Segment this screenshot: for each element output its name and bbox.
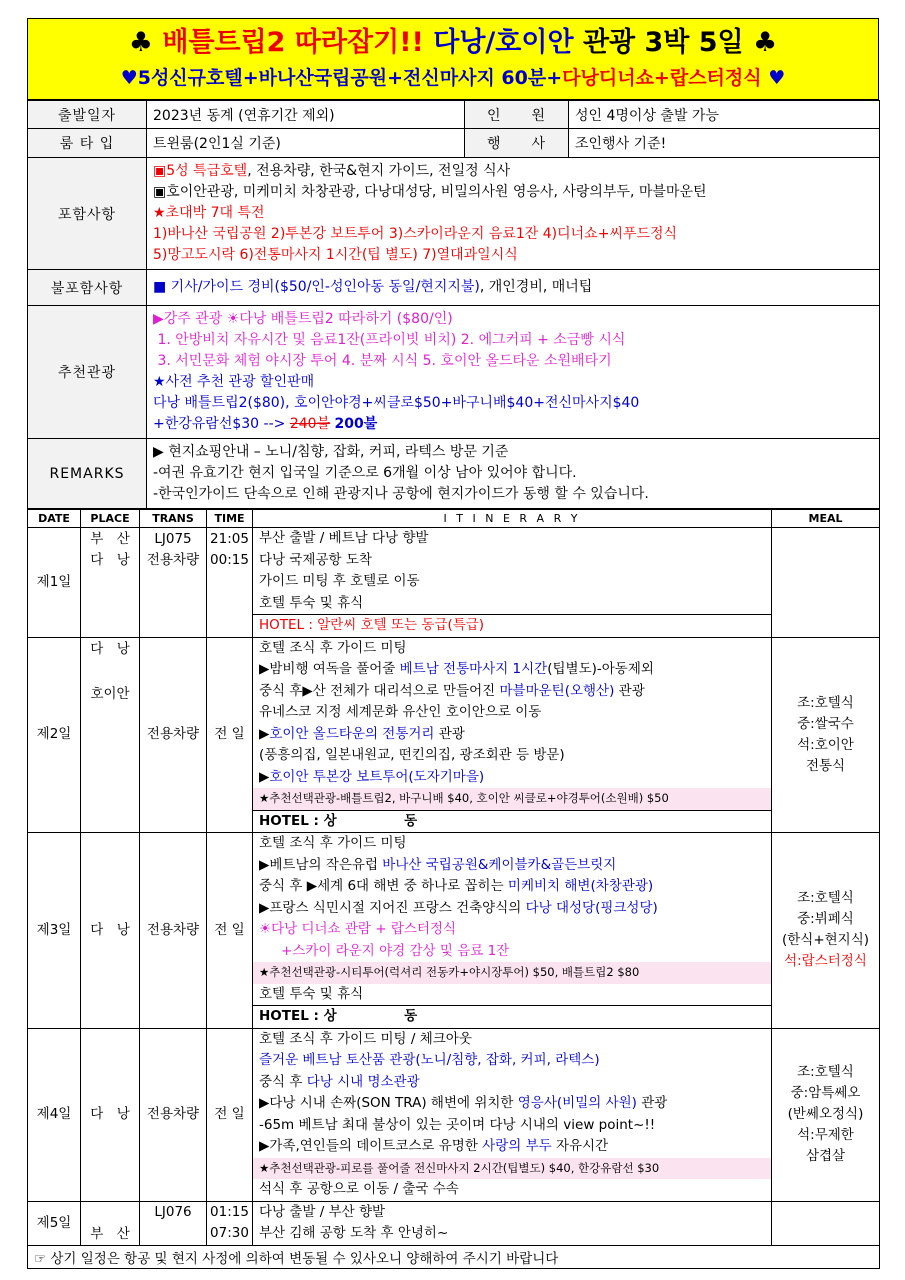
recommend-line: 다낭 배틀트립2($80), 호이안야경+씨클로$50+바구니배$40+전신마사지$40 bbox=[153, 395, 640, 411]
day3-time: 전 일 bbox=[207, 833, 253, 1029]
meal-line: 중:쌀국수 bbox=[797, 715, 854, 732]
heart-icon: ♥ bbox=[768, 67, 786, 89]
title-blue: 다낭/호이안 bbox=[433, 27, 574, 58]
itinerary-highlight: 다낭 대성당(핑크성당) bbox=[525, 899, 658, 916]
meal-line: 석:랍스터정식 bbox=[784, 953, 867, 970]
day4-time: 전 일 bbox=[207, 1028, 253, 1201]
exclude-cell bbox=[147, 270, 880, 306]
time-value: 07:30 bbox=[210, 1225, 249, 1241]
itinerary-text: 중식 후▶산 전체가 대리석으로 만들어진 bbox=[259, 682, 500, 699]
day1-date: 제1일 bbox=[28, 528, 81, 638]
depart-label: 출발일자 bbox=[28, 101, 147, 129]
time-value: 21:05 bbox=[210, 531, 249, 547]
day3-place: 다 낭 bbox=[81, 833, 140, 1029]
day5-date: 제5일 bbox=[28, 1201, 81, 1245]
col-itinerary: I T I N E R A R Y bbox=[253, 510, 772, 528]
col-place: PLACE bbox=[81, 510, 140, 528]
recommend-label: 추천관광 bbox=[28, 306, 147, 439]
itinerary-text: 자유시간 bbox=[551, 1138, 609, 1154]
itinerary-text: ▶다낭 시내 손짜(SON TRA) 해변에 위치한 bbox=[259, 1095, 518, 1111]
itinerary-line: 호텔 투숙 및 휴식 bbox=[259, 594, 364, 611]
day2-place bbox=[81, 637, 140, 833]
time-value: 01:15 bbox=[210, 1204, 249, 1220]
itinerary-line: 유네스코 지정 세계문화 유산인 호이안으로 이동 bbox=[259, 704, 542, 720]
itinerary-line: 호텔 조식 후 가이드 미팅 bbox=[259, 639, 407, 656]
footer-note: ☞ 상기 일정은 항공 및 현지 사정에 의하여 변동될 수 있사오니 양해하여 주시기 바랍니다 bbox=[28, 1245, 880, 1268]
col-trans: TRANS bbox=[140, 510, 207, 528]
meal-line: 전통식 bbox=[805, 757, 846, 774]
recommend-line: 3. 서민문화 체험 야시장 투어 4. 분짜 시식 5. 호이안 올드타운 소원배타기 bbox=[153, 353, 612, 369]
remarks-line: ▶ 현지쇼핑안내 – 노니/침향, 잡화, 커피, 라텍스 방문 기준 bbox=[153, 444, 509, 460]
meal-line: 조:호텔식 bbox=[797, 890, 854, 907]
itinerary-text: (팁별도)-아동제외 bbox=[547, 661, 654, 677]
include-line: , 전용차량, 한국&현지 가이드, 전일정 식사 bbox=[247, 163, 511, 179]
itinerary-text: 관광 bbox=[636, 1095, 668, 1111]
day1-itinerary bbox=[253, 528, 772, 638]
room-value: 트윈룸(2인1실 기준) bbox=[147, 129, 465, 158]
itinerary-table bbox=[27, 509, 880, 1269]
day4-itinerary bbox=[253, 1028, 772, 1201]
itinerary-line: 가이드 미팅 후 호텔로 이동 bbox=[259, 573, 420, 589]
itinerary-highlight: 베트남 전통마사지 1시간 bbox=[399, 661, 548, 677]
day5-meal bbox=[772, 1201, 880, 1245]
include-line: 1)바나산 국립공원 2)투본강 보트투어 3)스카이라운지 음료1잔 4)디너쇼+씨푸드정식 bbox=[153, 226, 678, 242]
itinerary-text: ▶ bbox=[259, 768, 270, 785]
include-line: ▣5성 특급호텔 bbox=[153, 163, 248, 179]
itinerary-line: -65m 베트남 최대 불상이 있는 곳이며 다낭 시내의 view point~!! bbox=[259, 1116, 656, 1133]
old-price: 240불 bbox=[289, 416, 331, 432]
itinerary-line: (풍흥의집, 일본내원교, 떤킨의집, 광조회관 등 방문) bbox=[259, 747, 565, 763]
itinerary-line: 호텔 투숙 및 휴식 bbox=[259, 985, 364, 1002]
time-value: 00:15 bbox=[210, 552, 249, 568]
itinerary-line: +스카이 라운지 야경 감상 및 음료 1잔 bbox=[281, 942, 510, 959]
itinerary-text: ▶가족,연인들의 데이트코스로 유명한 bbox=[259, 1138, 483, 1154]
flight-code: LJ075 bbox=[154, 531, 192, 547]
itinerary-line: 석식 후 공항으로 이동 / 출국 수속 bbox=[259, 1181, 459, 1197]
day4-date: 제4일 bbox=[28, 1028, 81, 1201]
col-meal: MEAL bbox=[772, 510, 880, 528]
people-label: 인 원 bbox=[465, 101, 569, 129]
itinerary-line: 호텔 조식 후 가이드 미팅 / 체크아웃 bbox=[259, 1030, 472, 1047]
exclude-blue: ■ 기사/가이드 경비($50/인-성인아동 동일/현지지불) bbox=[153, 279, 480, 295]
meal-line: 중:뷔페식 bbox=[797, 911, 854, 928]
day1-meal bbox=[772, 528, 880, 638]
itinerary-highlight: 다낭 시내 명소관광 bbox=[306, 1073, 420, 1090]
day2-trans: 전용차량 bbox=[140, 637, 207, 833]
day1-time bbox=[207, 528, 253, 638]
itinerary-line: 부산 김해 공항 도착 후 안녕히~ bbox=[259, 1225, 449, 1241]
itinerary-text: 중식 후 bbox=[259, 1073, 307, 1090]
day5-trans: LJ076 bbox=[140, 1201, 207, 1245]
itinerary-highlight: 마블마운틴(오행산) bbox=[499, 682, 615, 699]
day2-option: ★추천선택관광-배틀트립2, 바구니배 $40, 호이안 씨클로+야경투어(소원배) $50 bbox=[253, 788, 771, 810]
exclude-label: 불포함사항 bbox=[28, 270, 147, 306]
remarks-cell bbox=[147, 439, 880, 509]
heart-icon: ♥ bbox=[120, 67, 138, 89]
itinerary-text: 중식 후 ▶세계 6대 해변 중 하나로 꼽히는 bbox=[259, 878, 508, 894]
remarks-label: REMARKS bbox=[28, 439, 147, 509]
info-table bbox=[27, 100, 880, 509]
day3-meal bbox=[772, 833, 880, 1029]
day1-trans bbox=[140, 528, 207, 638]
day3-itinerary bbox=[253, 833, 772, 1029]
new-price: 200불 bbox=[334, 416, 378, 432]
club-icon: ♣ bbox=[128, 27, 153, 58]
day2-time: 전 일 bbox=[207, 637, 253, 833]
remarks-line: -한국인가이드 단속으로 인해 관광지나 공항에 현지가이드가 동행 할 수 있습니다. bbox=[153, 486, 649, 502]
meal-line: 석:무제한 bbox=[797, 1127, 854, 1143]
room-label: 룸 타 입 bbox=[28, 129, 147, 158]
day2-meal bbox=[772, 637, 880, 833]
banner-title bbox=[28, 23, 878, 63]
itinerary-text: ▶베트남의 작은유럽 bbox=[259, 856, 383, 873]
col-date: DATE bbox=[28, 510, 81, 528]
meal-line: (한식+현지식) bbox=[781, 932, 870, 949]
title-red: 배틀트립2 따라잡기!! bbox=[162, 27, 424, 58]
title-black: 관광 3박 5일 bbox=[582, 27, 744, 58]
recommend-line: 1. 안방비치 자유시간 및 음료1잔(프라이빗 비치) 2. 에그커피 + 소금빵 시식 bbox=[153, 332, 626, 348]
exclude-rest: , 개인경비, 매너팁 bbox=[479, 279, 593, 295]
subtitle-red: 다낭디너쇼+랍스터정식 bbox=[562, 67, 762, 89]
meal-line: (반쎄오정식) bbox=[787, 1106, 864, 1122]
itinerary-line: 다낭 국제공항 도착 bbox=[259, 551, 372, 568]
col-time: TIME bbox=[207, 510, 253, 528]
subtitle-blue: 5성신규호텔+바나산국립공원+전신마사지 60분+ bbox=[137, 67, 563, 89]
day3-date: 제3일 bbox=[28, 833, 81, 1029]
recommend-last: +한강유람선$30 --> bbox=[153, 416, 290, 432]
day1-hotel: HOTEL : 알란씨 호텔 또는 동급(특급) bbox=[253, 614, 771, 637]
itinerary-highlight: 미케비치 해변(차창관광) bbox=[507, 878, 654, 894]
banner-subtitle bbox=[28, 63, 878, 93]
place-name: 다 낭 bbox=[90, 552, 130, 568]
brochure-sheet bbox=[27, 18, 879, 1269]
agency-label: 행 사 bbox=[465, 129, 569, 158]
day5-time bbox=[207, 1201, 253, 1245]
day5-itinerary bbox=[253, 1201, 772, 1245]
itinerary-line: 즐거운 베트남 토산품 관광(노니/침향, 잡화, 커피, 라텍스) bbox=[259, 1052, 600, 1068]
include-line: 5)망고도시락 6)전통마사지 1시간(팁 별도) 7)열대과일시식 bbox=[153, 247, 518, 263]
itinerary-line: 부산 출발 / 베트남 다낭 향발 bbox=[259, 530, 429, 546]
itinerary-text: ▶ bbox=[259, 725, 270, 742]
title-banner bbox=[27, 18, 879, 100]
itinerary-line: ☀다낭 디너쇼 관람 + 랍스터정식 bbox=[259, 921, 457, 937]
day2-hotel: HOTEL : 상 동 bbox=[253, 810, 771, 833]
include-line: ▣호이안관광, 미케미치 차창관광, 다낭대성당, 비밀의사원 영응사, 사랑의부두, 마블마운틴 bbox=[153, 184, 707, 200]
day3-trans: 전용차량 bbox=[140, 833, 207, 1029]
itinerary-line: 다낭 출발 / 부산 향발 bbox=[259, 1203, 386, 1220]
day3-option: ★추천선택관광-시티투어(럭셔리 전동카+야시장투어) $50, 배틀트립2 $80 bbox=[253, 962, 771, 984]
day4-place: 다 낭 bbox=[81, 1028, 140, 1201]
place-name: 다 낭 bbox=[90, 640, 130, 657]
transport: 전용차량 bbox=[146, 552, 200, 568]
itinerary-highlight: 사랑의 부두 bbox=[482, 1138, 552, 1154]
meal-line: 조:호텔식 bbox=[797, 694, 854, 711]
place-name: 부 산 bbox=[90, 531, 130, 547]
day4-meal bbox=[772, 1028, 880, 1201]
agency-value: 조인행사 기준! bbox=[569, 129, 880, 158]
include-label: 포함사항 bbox=[28, 158, 147, 270]
recommend-line: ▶강주 관광 ☀다낭 배틀트립2 따라하기 ($80/인) bbox=[153, 311, 453, 327]
itinerary-text: ▶프랑스 식민시절 지어진 프랑스 건축양식의 bbox=[259, 899, 526, 916]
club-icon: ♣ bbox=[753, 27, 778, 58]
itinerary-text: 관광 bbox=[434, 725, 465, 742]
recommend-cell bbox=[147, 306, 880, 439]
itinerary-text: ▶밤비행 여독을 풀어줄 bbox=[259, 661, 400, 677]
itinerary-highlight: 바나산 국립공원&케이블카&골든브릿지 bbox=[382, 856, 617, 873]
itinerary-text: 관광 bbox=[614, 682, 645, 699]
people-value: 성인 4명이상 출발 가능 bbox=[569, 101, 880, 129]
day2-itinerary bbox=[253, 637, 772, 833]
place-name: 호이안 bbox=[90, 685, 130, 702]
recommend-line: ★사전 추천 관광 할인판매 bbox=[153, 374, 315, 390]
day5-place: 부 산 bbox=[81, 1201, 140, 1245]
day1-place bbox=[81, 528, 140, 638]
include-cell bbox=[147, 158, 880, 270]
include-line: ★초대박 7대 특전 bbox=[153, 205, 265, 221]
day3-hotel: HOTEL : 상 동 bbox=[253, 1005, 771, 1028]
itinerary-highlight: 영응사(비밀의 사원) bbox=[517, 1095, 637, 1111]
meal-line: 삼겹살 bbox=[805, 1148, 846, 1164]
day4-trans: 전용차량 bbox=[140, 1028, 207, 1201]
depart-value: 2023년 동계 (연휴기간 제외) bbox=[147, 101, 465, 129]
itinerary-highlight: 호이안 올드타운의 전통거리 bbox=[269, 725, 435, 742]
meal-line: 중:암특쎄오 bbox=[790, 1085, 861, 1101]
day4-option: ★추천선택관광-피로를 풀어줄 전신마사지 2시간(팁별도) $40, 한강유람선 $30 bbox=[253, 1158, 771, 1180]
itinerary-highlight: 호이안 투본강 보트투어(도자기마을) bbox=[269, 768, 485, 785]
meal-line: 석:호이안 bbox=[797, 736, 854, 753]
itinerary-line: 호텔 조식 후 가이드 미팅 bbox=[259, 835, 407, 851]
remarks-line: -여권 유효기간 현지 입국일 기준으로 6개월 이상 남아 있어야 합니다. bbox=[153, 465, 577, 481]
day2-date: 제2일 bbox=[28, 637, 81, 833]
meal-line: 조:호텔식 bbox=[797, 1064, 854, 1080]
